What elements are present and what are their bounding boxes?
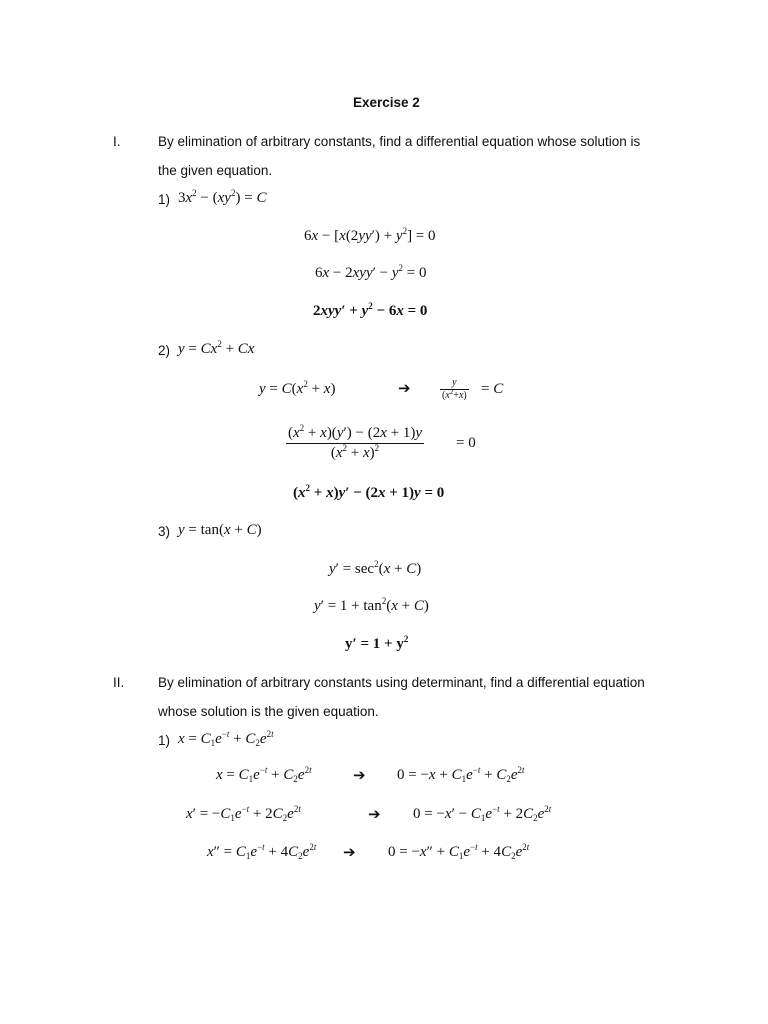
problem-equation: $y = Cx^2 + Cx$ — [178, 339, 255, 357]
solution-step: $y = C(x^2 + x)$ — [259, 379, 336, 397]
section-instruction-line: By elimination of arbitrary constants, find a differential equation whose solution is — [158, 134, 641, 149]
problem-label: 3) — [158, 524, 171, 539]
right-arrow-icon: ➔ — [353, 766, 366, 784]
right-arrow-icon: ➔ — [398, 379, 411, 397]
right-arrow-icon: ➔ — [343, 843, 356, 861]
solution-answer: $2xyy' + y^2 - 6x = 0$ — [313, 301, 428, 319]
right-arrow-icon: ➔ — [368, 805, 381, 823]
solution-step: $y' = 1 + \tan^2(x + C)$ — [314, 596, 429, 614]
solution-step: $6x - 2xyy' - y^2 = 0$ — [315, 263, 427, 281]
solution-step: $x'' = C_1e^{-t} + 4C_2e^{2t}$ — [207, 842, 317, 861]
solution-step: $y' = \sec^2(x + C)$ — [329, 559, 422, 577]
solution-step: $0 = -x' - C_1e^{-t} + 2C_2e^{2t}$ — [413, 804, 552, 823]
section-instruction-line: By elimination of arbitrary constants using determinant, find a differential equation — [158, 675, 645, 690]
solution-step: = 0 — [456, 435, 476, 451]
section-instruction-line: the given equation. — [158, 163, 273, 178]
problem-label: 2) — [158, 343, 171, 358]
section-numeral: I. — [113, 134, 121, 149]
solution-step: = C — [481, 381, 504, 397]
solution-step: $0 = -x + C_1e^{-t} + C_2e^{2t}$ — [397, 765, 525, 784]
problem-equation: y = tan(x + C) — [178, 522, 262, 538]
problem-equation: $x = C_1e^{-t} + C_2e^{2t}$ — [178, 729, 274, 748]
solution-step: $6x - [x(2yy') + y^2] = 0$ — [304, 226, 436, 244]
solution-answer: $y' = 1 + y^2$ — [345, 634, 409, 652]
page-title: Exercise 2 — [353, 95, 420, 110]
problem-label: 1) — [158, 192, 171, 207]
solution-answer: $(x^2 + x)y' - (2x + 1)y = 0$ — [293, 483, 445, 501]
fraction: $\frac{y}{(x^2+x)}$ — [442, 377, 467, 401]
solution-step: $x = C_1e^{-t} + C_2e^{2t}$ — [216, 765, 312, 784]
section-numeral: II. — [113, 675, 125, 690]
problem-equation: $3x^2 - (xy^2) = C$ — [178, 188, 267, 206]
fraction: $\frac{(x^2 + x)(y') - (2x + 1)y}{(x^2 + x)^2}$ — [288, 423, 423, 461]
solution-step: $x' = -C_1e^{-t} + 2C_2e^{2t}$ — [186, 804, 301, 823]
solution-step: $0 = -x'' + C_1e^{-t} + 4C_2e^{2t}$ — [388, 842, 530, 861]
problem-label: 1) — [158, 733, 171, 748]
section-instruction-line: whose solution is the given equation. — [158, 704, 379, 719]
